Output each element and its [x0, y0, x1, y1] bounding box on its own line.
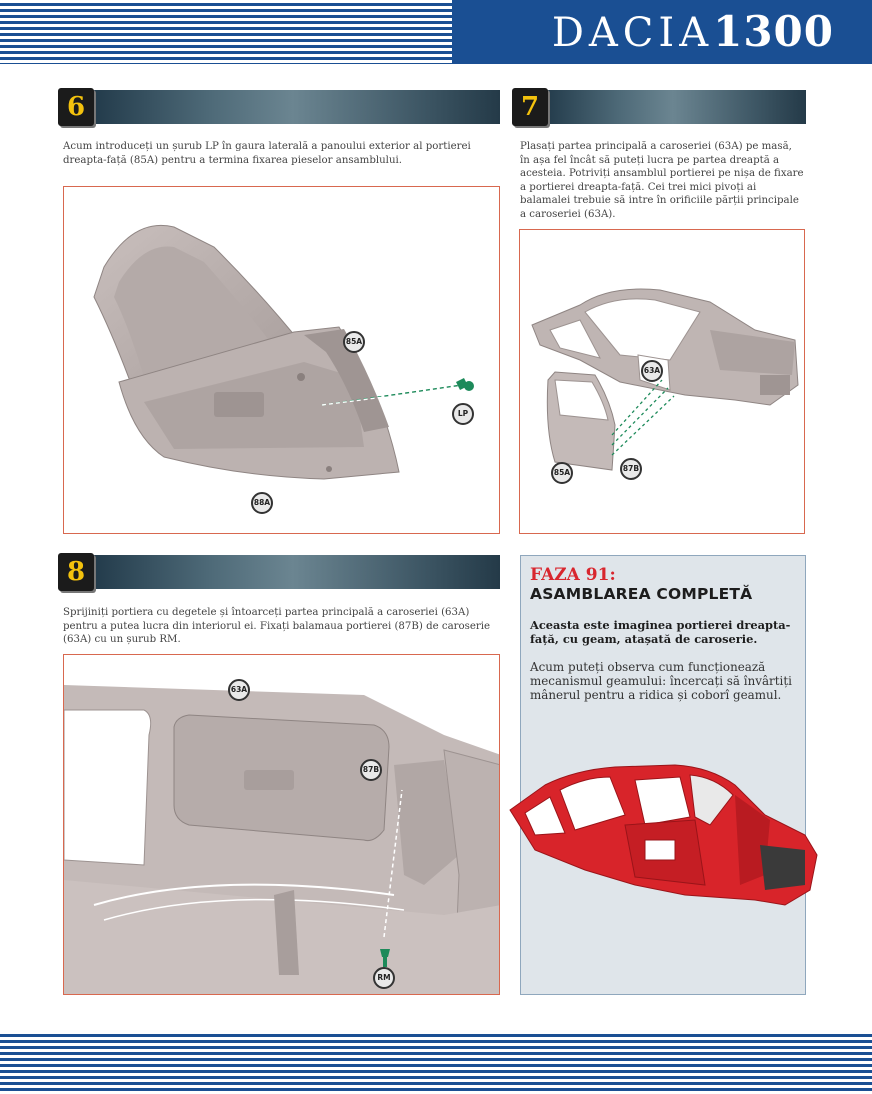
step-6-header: [58, 88, 500, 124]
step-7-header: [512, 88, 806, 124]
step-7-illustration: [519, 229, 805, 534]
step-8-text: Sprijiniți portiera cu degetele și întoarceți partea principală a caroseriei (63A) pentru a putea lucra din interiorul ei. Fixați balamaua portierei (87B) de caroserie (63A) cu un șurub RM.: [63, 607, 491, 645]
step-8-header: [58, 553, 500, 589]
part-label-88a: 88A: [251, 492, 273, 514]
part-label-87b: 87B: [620, 458, 642, 480]
step-bar: [86, 90, 500, 124]
step-number: 8: [58, 553, 94, 591]
brand-name: DACIA: [551, 10, 714, 56]
step-number: 6: [58, 88, 94, 126]
part-label-63a: 63A: [641, 360, 663, 382]
phase-subtitle: ASAMBLAREA COMPLETĂ: [530, 585, 753, 603]
part-label-85a: 85A: [343, 331, 365, 353]
screw-rm-guide: [64, 655, 500, 995]
header-stripes: [0, 0, 452, 64]
step-bar: [86, 555, 500, 589]
step-number: 7: [512, 88, 548, 126]
page-footer: [0, 1034, 872, 1094]
part-label-63a: 63A: [228, 679, 250, 701]
part-label-87b: 87B: [360, 759, 382, 781]
page-header: [0, 0, 872, 64]
hinge-guide: [520, 230, 805, 534]
phase-title: FAZA 91:: [530, 565, 616, 585]
brand-logo: [552, 8, 834, 57]
step-bar: [540, 90, 806, 124]
part-label-lp: LP: [452, 403, 474, 425]
phase-lead: Aceasta este imaginea portierei dreapta-față, cu geam, atașată de caroserie.: [530, 618, 791, 646]
step-8-illustration: [63, 654, 500, 995]
step-6-illustration: [63, 186, 500, 534]
part-label-rm: RM: [373, 967, 395, 989]
brand-number: 1300: [713, 7, 834, 56]
step-7-text: Plasați partea principală a caroseriei (63A) pe masă, în așa fel încât să puteți lucra pe partea dreaptă a acesteia. Potriviți ansamblul portierei pe nișa de fixare a portierei dreapta-față. Cei trei mici pivoți ai balamalei trebuie să intre în orificiile părții principale a caroseriei (63A).: [520, 141, 804, 220]
completed-red-car-image: [505, 755, 823, 920]
screw-guide: [64, 187, 500, 534]
part-label-85a: 85A: [551, 462, 573, 484]
phase-body: Acum puteți observa cum funcționează mecanismul geamului: încercați să învârtiți mânerul pentru a ridica și coborî geamul.: [530, 660, 792, 702]
step-6-text: Acum introduceți un șurub LP în gaura laterală a panoului exterior al portierei dreapta-față (85A) pentru a termina fixarea pieselor ansamblului.: [63, 141, 471, 166]
